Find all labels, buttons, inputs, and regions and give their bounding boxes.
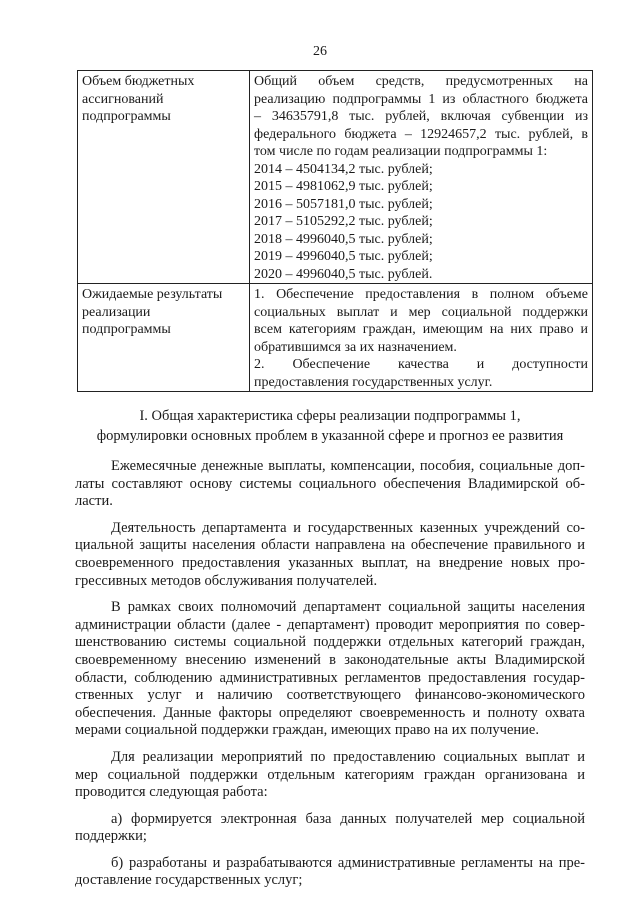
budget-value-line: федерального бюджета – 12924657,2 тыс. рублей, в: [254, 126, 588, 142]
budget-year-line: 2016 – 5057181,0 тыс. рублей;: [254, 196, 433, 212]
paragraph-line: циальной защиты населения области направлена на обеспечение правильного и: [75, 537, 585, 554]
results-label-cell: [78, 284, 250, 392]
paragraph-line: а) формируется электронная база данных получателей мер социальной: [111, 810, 585, 827]
paragraph-line: Ежемесячные денежные выплаты, компенсации, пособия, социальные доп-: [111, 458, 585, 474]
budget-value-line: том числе по годам реализации подпрограммы 1:: [254, 144, 548, 159]
paragraph-line: б) разработаны и разрабатываются административные регламенты на пре-: [111, 854, 585, 871]
paragraph-line: В рамках своих полномочий департамент социальной защиты населения: [111, 599, 585, 616]
budget-year-line: 2020 – 4996040,5 тыс. рублей.: [254, 266, 433, 282]
subprogram-passport-table: [77, 70, 593, 392]
paragraph-line: поддержки;: [75, 828, 147, 845]
paragraph: [75, 599, 585, 740]
results-value-cell: [250, 284, 593, 392]
results-value-line: социальных выплат и мер социальной поддержки: [254, 304, 588, 320]
results-value-line: всем категориям граждан, имеющим на них право и: [254, 322, 588, 337]
paragraph-line: ственных услуг и наличию соответствующего финансово-экономического: [75, 687, 585, 704]
results-label-line: подпрограммы: [82, 322, 171, 337]
paragraph: [75, 458, 585, 511]
results-value-line: предоставления государственных услуг.: [254, 374, 493, 390]
paragraph-line: шенствованию системы социальной поддержки отдельных категорий граждан,: [75, 634, 585, 651]
results-label-line: Ожидаемые результаты: [82, 287, 223, 302]
budget-label-line: ассигнований: [82, 91, 164, 107]
paragraph: [75, 749, 585, 802]
budget-year-line: 2015 – 4981062,9 тыс. рублей;: [254, 179, 433, 194]
paragraph-line: своевременного предоставления указанных выплат, на внедрение новых про-: [75, 554, 585, 571]
paragraph-line: мер социальной поддержки отдельным категориям граждан организована и: [75, 766, 585, 783]
page-number: 26: [313, 44, 327, 59]
budget-value-line: Общий объем средств, предусмотренных на: [254, 74, 588, 89]
paragraph-line: области, соблюдению административных регламентов предоставления государ-: [75, 669, 585, 686]
paragraph-line: Деятельность департамента и государственных казенных учреждений со-: [111, 519, 585, 536]
paragraph-line: своевременному внесению изменений в законодательные акты Владимирской: [75, 651, 585, 668]
budget-value-cell: [250, 71, 593, 284]
budget-value-line: реализацию подпрограммы 1 из областного бюджета: [254, 91, 588, 107]
results-value-line: обратившимся за их назначением.: [254, 339, 457, 355]
paragraph-line: администрации области (далее - департамент) проводит мероприятия по совер-: [75, 616, 585, 633]
budget-year-line: 2019 – 4996040,5 тыс. рублей;: [254, 249, 433, 264]
paragraph-line: проводится следующая работа:: [75, 784, 268, 801]
paragraph-line: ласти.: [75, 493, 113, 510]
budget-year-line: 2014 – 4504134,2 тыс. рублей;: [254, 161, 433, 177]
paragraph-line: Для реализации мероприятий по предоставлению социальных выплат и: [111, 748, 585, 765]
table-row-results: [78, 284, 593, 392]
budget-year-line: 2017 – 5105292,2 тыс. рублей;: [254, 214, 433, 229]
budget-label-line: Объем бюджетных: [82, 74, 195, 89]
budget-label-cell: [78, 71, 250, 284]
table-row-budget: [78, 71, 593, 284]
budget-label-line: подпрограммы: [82, 109, 171, 124]
section-heading-line: I. Общая характеристика сферы реализации подпрограммы 1,: [139, 408, 521, 424]
paragraph-line: латы составляют основу системы социального обеспечения Владимирской об-: [75, 475, 585, 492]
paragraph-line: грессивных методов обслуживания получателей.: [75, 572, 378, 589]
paragraph-line: мерами социальной поддержки граждан, имеющих право на их получение.: [75, 722, 539, 739]
results-value-line: 1. Обеспечение предоставления в полном объеме: [254, 287, 588, 302]
list-item: [75, 855, 585, 890]
section-heading-line: формулировки основных проблем в указанной сфере и прогноз ее развития: [96, 428, 564, 444]
body-text: [75, 458, 585, 899]
budget-value-line: – 34635791,8 тыс. рублей, включая субвенции из: [254, 109, 588, 124]
list-item: [75, 811, 585, 846]
paragraph: [75, 520, 585, 590]
budget-year-line: 2018 – 4996040,5 тыс. рублей;: [254, 231, 433, 247]
results-label-line: реализации: [82, 304, 151, 320]
section-heading: [60, 406, 600, 446]
paragraph-line: доставление государственных услуг;: [75, 872, 303, 889]
paragraph-line: обеспечения. Данные факторы определяют своевременность и полноту охвата: [75, 704, 585, 721]
results-value-line: 2. Обеспечение качества и доступности: [254, 357, 588, 372]
